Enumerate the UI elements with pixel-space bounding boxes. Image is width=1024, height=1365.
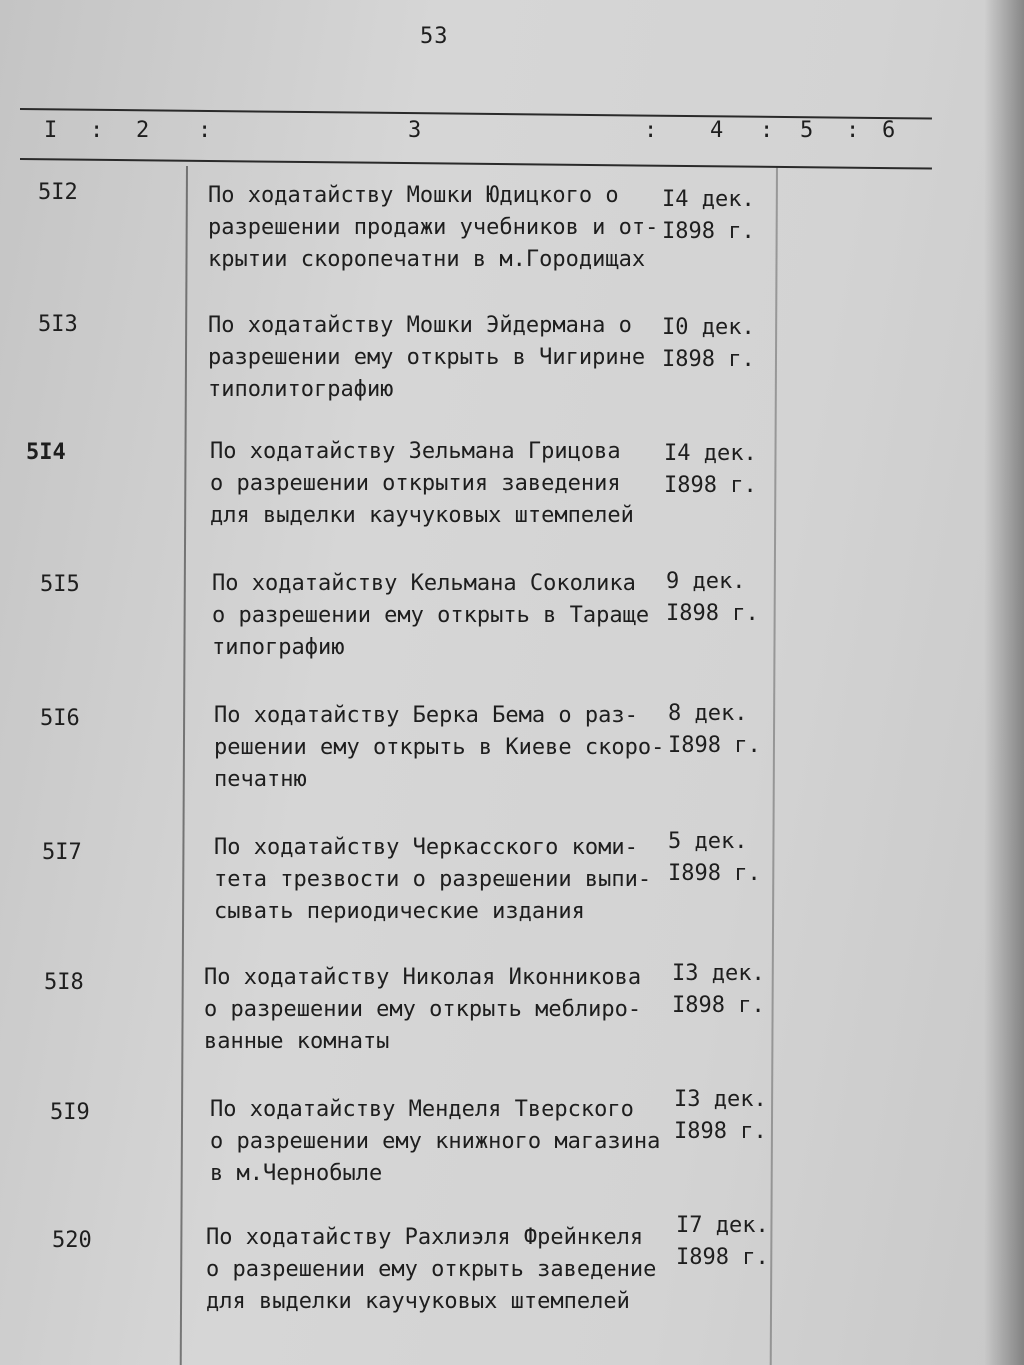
entry-number: 5I3	[38, 312, 78, 337]
entry-number: 5I5	[40, 572, 80, 597]
column-header-5: 5	[800, 118, 814, 143]
entry-description: По ходатайству Мошки Эйдермана о разрешении ему открыть в Чигирине типолитографию	[208, 313, 646, 402]
page-number: 53	[420, 24, 449, 49]
entry-description: По ходатайству Мошки Юдицкого о разрешении продажи учебников и от- крытии скоропечатни в м.Городищах	[208, 183, 659, 272]
entry-description: По ходатайству Берка Бема о раз- решении ему открыть в Киеве скоро- печатню	[214, 703, 665, 792]
column-header-1: I	[44, 118, 58, 143]
entry-number: 5I7	[42, 840, 82, 865]
entry-description: По ходатайству Николая Иконникова о разрешении ему открыть меблиро- ванные комнаты	[204, 965, 642, 1054]
entry-date: 9 дек. I898 г.	[666, 569, 759, 626]
column-header-4: 4	[710, 118, 724, 143]
column-header-2: 2	[136, 118, 150, 143]
entry-number: 5I9	[50, 1100, 90, 1125]
column-header-3: 3	[408, 118, 422, 143]
entry-date: I0 дек. I898 г.	[662, 315, 755, 372]
entry-number: 5I4	[26, 440, 66, 465]
entry-number: 520	[52, 1228, 92, 1253]
column-separator: :	[846, 118, 860, 143]
entry-date: I4 дек. I898 г.	[664, 441, 757, 498]
entry-date: I3 дек. I898 г.	[674, 1087, 767, 1144]
page-edge-shadow	[984, 0, 1024, 1365]
entry-date: 5 дек. I898 г.	[668, 829, 761, 886]
entry-date: I4 дек. I898 г.	[662, 187, 755, 244]
column-separator: :	[198, 118, 212, 143]
entry-date: I7 дек. I898 г.	[676, 1213, 769, 1270]
entry-date: 8 дек. I898 г.	[668, 701, 761, 758]
entry-number: 5I2	[38, 180, 78, 205]
column-divider	[180, 166, 188, 1365]
column-separator: :	[90, 118, 104, 143]
entry-description: По ходатайству Рахлиэля Фрейнкеля о разрешении ему открыть заведение для выделки каучуковых штемпелей	[206, 1225, 657, 1314]
column-divider	[770, 166, 778, 1365]
entry-number: 5I8	[44, 970, 84, 995]
header-rule-top	[20, 108, 932, 120]
entry-description: По ходатайству Черкасского коми- тета трезвости о разрешении выпи- сывать периодические издания	[214, 835, 652, 924]
column-separator: :	[644, 118, 658, 143]
entry-date: I3 дек. I898 г.	[672, 961, 765, 1018]
entry-description: По ходатайству Кельмана Соколика о разрешении ему открыть в Таращe типографию	[212, 571, 650, 660]
entry-description: По ходатайству Зельмана Грицова о разрешении открытия заведения для выделки каучуковых штемпелей	[210, 439, 634, 528]
header-rule-bottom	[20, 158, 932, 170]
entry-number: 5I6	[40, 706, 80, 731]
entry-description: По ходатайству Менделя Тверского о разрешении ему книжного магазина в м.Чернобыле	[210, 1097, 661, 1186]
column-header-6: 6	[882, 118, 896, 143]
column-separator: :	[760, 118, 774, 143]
